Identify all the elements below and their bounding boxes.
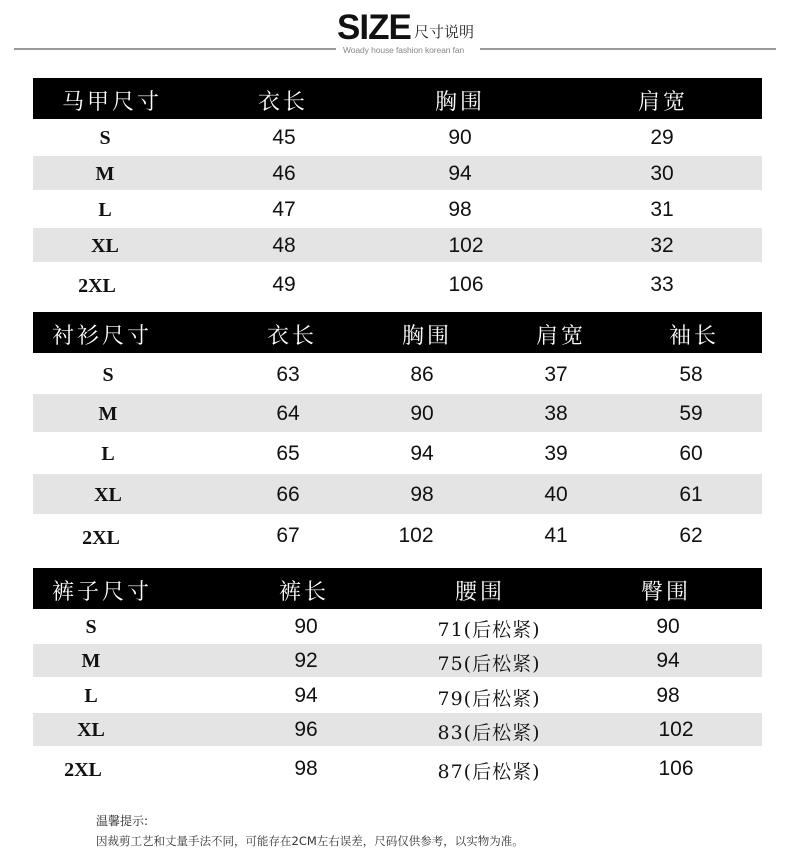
header-divider-left — [14, 48, 336, 50]
size-label: 2XL — [78, 275, 116, 297]
table-cell: 45 — [272, 126, 296, 149]
table-cell: 65 — [276, 442, 300, 465]
table-cell: 98 — [656, 684, 680, 707]
table-cell: 71(后松紧) — [437, 619, 541, 641]
page-header — [0, 0, 790, 70]
table-cell: 63 — [276, 363, 300, 386]
table-cell: 94 — [294, 684, 318, 707]
size-label: S — [85, 616, 97, 638]
table-cell: 46 — [272, 162, 296, 185]
size-label: L — [98, 199, 112, 221]
header-divider-right — [480, 48, 776, 50]
size-label: XL — [94, 484, 122, 506]
table-row — [33, 644, 762, 677]
header-cell: 裤长 — [278, 580, 330, 605]
table-cell: 94 — [410, 442, 434, 465]
table-cell: 48 — [272, 234, 296, 257]
table-cell: 90 — [410, 402, 434, 425]
table-cell: 94 — [448, 162, 472, 185]
size-label: S — [102, 364, 114, 386]
table-cell: 67 — [276, 524, 300, 547]
size-label: 2XL — [82, 527, 120, 549]
table-header — [33, 78, 762, 119]
size-label: M — [98, 403, 118, 425]
table-row — [33, 156, 762, 190]
table-cell: 83(后松紧) — [437, 722, 541, 744]
table-cell: 86 — [410, 363, 434, 386]
table-cell: 102 — [398, 524, 434, 547]
table-cell: 39 — [544, 442, 568, 465]
size-label: XL — [77, 719, 105, 741]
table-cell: 66 — [276, 483, 300, 506]
table-cell: 106 — [448, 273, 484, 296]
table-row — [33, 192, 762, 226]
table-cell: 30 — [650, 162, 674, 185]
table-cell: 38 — [544, 402, 568, 425]
size-label: L — [101, 443, 115, 465]
header-cell: 臀围 — [640, 580, 692, 605]
table-row — [33, 394, 762, 432]
header-cell: 裤子尺寸 — [51, 580, 153, 605]
table-cell: 40 — [544, 483, 568, 506]
table-cell: 32 — [650, 234, 674, 257]
table-cell: 96 — [294, 718, 318, 741]
table-cell: 98 — [294, 757, 318, 780]
table-cell: 64 — [276, 402, 300, 425]
table-header — [33, 568, 762, 609]
table-row — [33, 434, 762, 472]
table-cell: 94 — [656, 649, 680, 672]
table-cell: 102 — [658, 718, 694, 741]
pants-size-table — [33, 568, 762, 790]
table-cell: 90 — [448, 126, 472, 149]
header-cell: 衣长 — [266, 324, 318, 349]
table-cell: 87(后松紧) — [437, 761, 541, 783]
table-row — [33, 752, 762, 790]
size-label: S — [99, 127, 111, 149]
table-cell: 90 — [294, 615, 318, 638]
table-cell: 47 — [272, 198, 296, 221]
table-row — [33, 516, 762, 556]
table-cell: 59 — [679, 402, 703, 425]
table-cell: 62 — [679, 524, 703, 547]
table-cell: 29 — [650, 126, 674, 149]
vest-size-table — [33, 78, 762, 302]
table-row — [33, 610, 762, 643]
table-cell: 90 — [656, 615, 680, 638]
size-label: L — [84, 685, 98, 707]
table-cell: 33 — [650, 273, 674, 296]
header-cell: 胸围 — [434, 90, 486, 115]
table-row — [33, 355, 762, 393]
table-row — [33, 713, 762, 746]
page-title: SIZE — [337, 8, 411, 47]
table-cell: 92 — [294, 649, 318, 672]
table-cell: 98 — [410, 483, 434, 506]
size-label: 2XL — [64, 759, 102, 781]
table-cell: 58 — [679, 363, 703, 386]
table-row — [33, 228, 762, 262]
size-label: XL — [91, 235, 119, 257]
table-cell: 75(后松紧) — [437, 653, 541, 675]
header-cell: 衣长 — [257, 90, 309, 115]
table-row — [33, 679, 762, 712]
table-row — [33, 266, 762, 302]
header-cell: 衬衫尺寸 — [51, 324, 153, 349]
table-cell: 79(后松紧) — [437, 688, 541, 710]
table-cell: 31 — [650, 198, 674, 221]
header-cell: 肩宽 — [637, 90, 689, 115]
page-title-cn: 尺寸说明 — [414, 23, 475, 41]
header-cell: 袖长 — [668, 324, 720, 349]
table-cell: 102 — [448, 234, 484, 257]
table-cell: 60 — [679, 442, 703, 465]
table-cell: 49 — [272, 273, 296, 296]
table-row — [33, 120, 762, 154]
header-cell: 腰围 — [454, 580, 506, 605]
table-cell: 41 — [544, 524, 568, 547]
header-cell: 马甲尺寸 — [61, 90, 163, 115]
table-cell: 98 — [448, 198, 472, 221]
size-label: M — [95, 163, 115, 185]
notice-text: 因裁剪工艺和丈量手法不同，可能存在2CM左右误差，尺码仅供参考，以实物为准。 — [96, 834, 524, 848]
table-cell: 37 — [544, 363, 568, 386]
table-cell: 61 — [679, 483, 703, 506]
table-row — [33, 474, 762, 514]
page-subtitle: Woady house fashion korean fan — [343, 45, 465, 55]
size-label: M — [81, 650, 101, 672]
table-cell: 106 — [658, 757, 694, 780]
header-cell: 胸围 — [401, 324, 453, 349]
notice-title: 温馨提示: — [96, 814, 149, 828]
table-header — [33, 312, 762, 353]
shirt-size-table — [33, 312, 762, 556]
header-cell: 肩宽 — [535, 324, 587, 349]
